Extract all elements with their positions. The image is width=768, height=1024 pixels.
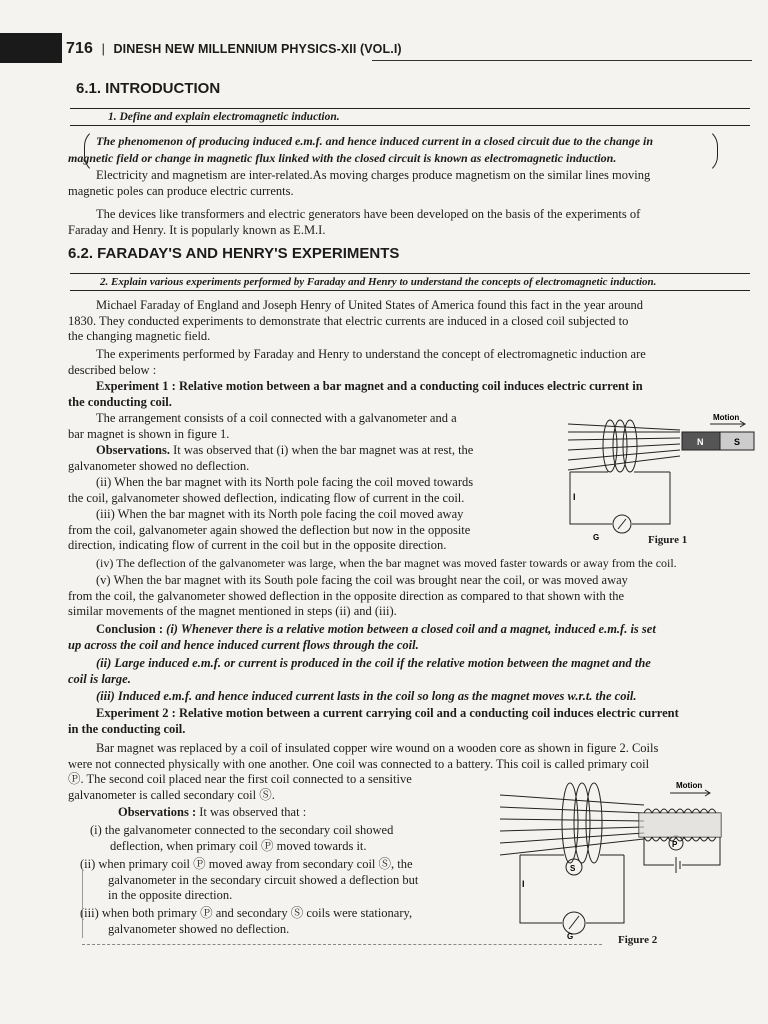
text-line: (ii) when primary coil Ⓟ moved away from secondary coil Ⓢ, the xyxy=(80,857,413,871)
margin-rule xyxy=(82,868,83,938)
text-span: It was observed that (i) when the bar magnet was at rest, the xyxy=(169,443,474,457)
text-line: Bar magnet was replaced by a coil of insulated copper wire wound on a wooden core as shown in figure 2. Coils xyxy=(96,741,659,755)
running-header xyxy=(66,40,402,58)
text-line: Electricity and magnetism are inter-related.As moving charges produce magnetism on the similar lines moving xyxy=(96,168,651,182)
header-rule xyxy=(372,60,752,61)
text-line: The experiments performed by Faraday and Henry to understand the concept of electromagnetic induction are xyxy=(96,347,646,361)
field-line xyxy=(568,438,680,440)
figure-1-diagram xyxy=(560,410,760,550)
field-line xyxy=(568,444,680,450)
text-line: coil is large. xyxy=(68,671,131,686)
field-line xyxy=(500,795,644,805)
text-line: up across the coil and hence induced current flows through the coil. xyxy=(68,637,419,652)
definition-line: magnetic field or change in magnetic flux linked with the closed circuit is known as electromagnetic induction. xyxy=(68,151,617,165)
binding-bar xyxy=(0,33,62,63)
experiment-1-observation-2 xyxy=(68,475,548,506)
text-line: (iii) When the bar magnet with its North pole facing the coil moved away xyxy=(96,507,464,521)
text-line: the coil, galvanometer showed deflection, indicating flow of current in the coil. xyxy=(68,490,465,505)
text-line: The arrangement consists of a coil connected with a galvanometer and a xyxy=(96,411,457,425)
south-label: S xyxy=(734,437,741,447)
experiment-2-observations xyxy=(90,805,500,821)
field-line xyxy=(500,819,644,821)
field-line xyxy=(500,807,644,813)
north-label: N xyxy=(697,437,704,447)
experiment-2-observation-2 xyxy=(80,857,500,904)
circuit-wire xyxy=(520,855,562,923)
secondary-label: S xyxy=(570,864,576,873)
galvanometer-label: G xyxy=(593,533,600,542)
section-title-faraday-henry: 6.2. FARADAY'S AND HENRY'S EXPERIMENTS xyxy=(68,245,400,262)
text-line: the conducting coil. xyxy=(68,394,172,409)
circuit-wire xyxy=(570,472,612,524)
text-line: Faraday and Henry. It is popularly known as E.M.I. xyxy=(68,222,326,237)
paragraph-inter-related xyxy=(68,168,758,199)
text-line: from the coil, galvanometer again showed the deflection but now in the opposite xyxy=(68,522,471,537)
text-line: from the coil, the galvanometer showed deflection in the opposite direction as compared to that shown with the xyxy=(68,588,625,603)
experiment-2-observation-1 xyxy=(90,823,500,854)
experiment-1-observation-5 xyxy=(68,573,758,620)
figure-1-caption: Figure 1 xyxy=(648,534,688,546)
experiment-1-observation-1 xyxy=(68,443,548,474)
bottom-rule xyxy=(82,944,602,945)
text-line: (iv) The deflection of the galvanometer was large, when the bar magnet was moved faster towards or away from the coil. xyxy=(96,556,677,570)
secondary-coil-loop xyxy=(574,783,590,863)
paragraph-devices xyxy=(68,207,758,238)
text-line: (v) When the bar magnet with its South pole facing the coil was brought near the coil, or was moved away xyxy=(96,573,628,587)
experiment-2-observation-3 xyxy=(80,906,500,937)
figure-2-diagram xyxy=(494,775,760,945)
galvanometer-label: G xyxy=(567,932,574,941)
text-line xyxy=(90,805,500,821)
text-line: The devices like transformers and electric generators have been developed on the basis of the experiments of xyxy=(96,207,641,221)
definition-line: The phenomenon of producing induced e.m.f. and hence induced current in a closed circuit due to the change in xyxy=(96,134,654,148)
paragraph-history xyxy=(68,298,758,345)
paragraph-experiments-intro xyxy=(68,347,758,378)
text-span: It was observed that : xyxy=(196,805,307,819)
header-separator: | xyxy=(101,42,105,56)
text-line: Michael Faraday of England and Joseph Henry of United States of America found this fact in the year around xyxy=(96,298,644,312)
circuit-wire xyxy=(586,855,624,923)
current-label: I xyxy=(573,492,576,502)
observations-label: Observations : xyxy=(118,805,197,819)
experiment-1-arrangement xyxy=(68,411,548,442)
text-line: magnetic poles can produce electric currents. xyxy=(68,183,294,198)
text-line: Ⓟ. The second coil placed near the first coil connected to a sensitive xyxy=(68,772,412,786)
text-line: the changing magnetic field. xyxy=(68,329,211,343)
motion-label: Motion xyxy=(713,413,740,422)
text-line: Experiment 2 : Relative motion between a current carrying coil and a conducting coil induces electric current xyxy=(96,706,679,720)
text-line: in the opposite direction. xyxy=(108,888,233,902)
experiment-2-heading xyxy=(68,706,758,737)
text-line: galvanometer in the secondary circuit showed a deflection but xyxy=(108,872,419,887)
primary-coil-winding xyxy=(644,809,716,813)
conclusion-2 xyxy=(68,656,758,687)
circuit-wire xyxy=(632,472,670,524)
figure-2-caption: Figure 2 xyxy=(618,934,658,946)
section-title-introduction: 6.1. INTRODUCTION xyxy=(76,80,221,97)
text-span: (i) Whenever there is a relative motion between a closed coil and a magnet, induced e.m.f. is set xyxy=(163,622,656,636)
definition-emi xyxy=(68,133,758,167)
text-line: Experiment 1 : Relative motion between a bar magnet and a conducting coil induces electric current in xyxy=(96,379,643,393)
conclusion-1 xyxy=(68,622,758,653)
text-line: bar magnet is shown in figure 1. xyxy=(68,426,230,441)
text-line: similar movements of the magnet mentioned in steps (ii) and (iii). xyxy=(68,604,397,618)
galvanometer-needle xyxy=(618,519,626,529)
field-line xyxy=(500,827,644,831)
text-line: were not connected physically with one another. One coil was connected to a battery. This coil is called primary coil xyxy=(68,756,650,771)
question-1: 1. Define and explain electromagnetic induction. xyxy=(70,108,750,126)
experiment-1-observation-4 xyxy=(68,556,758,572)
secondary-coil-loop xyxy=(562,783,578,863)
primary-label: P xyxy=(672,840,678,849)
conclusion-3 xyxy=(68,689,758,705)
current-label: I xyxy=(522,879,525,889)
text-line: (iii) when both primary Ⓟ and secondary Ⓢ coils were stationary, xyxy=(80,906,413,920)
experiment-1-heading xyxy=(68,379,758,410)
text-line: galvanometer showed no deflection. xyxy=(68,458,250,473)
galvanometer-needle xyxy=(569,916,579,929)
text-line: galvanometer showed no deflection. xyxy=(108,921,290,936)
text-line: deflection, when primary coil Ⓟ moved towards it. xyxy=(110,838,367,853)
text-line: (iii) Induced e.m.f. and hence induced current lasts in the coil so long as the magnet moves w.r.t. the coil. xyxy=(96,689,637,703)
text-line: (i) the galvanometer connected to the secondary coil showed xyxy=(90,823,394,837)
motion-label: Motion xyxy=(676,781,703,790)
question-2: 2. Explain various experiments performed by Faraday and Henry to understand the concepts of electromagnetic induction. xyxy=(70,273,750,291)
conclusion-label: Conclusion : xyxy=(96,622,164,636)
text-line: 1830. They conducted experiments to demonstrate that electric currents are induced in a closed coil subjected to xyxy=(68,313,629,328)
page-number: 716 xyxy=(66,40,93,57)
secondary-coil-loop xyxy=(586,783,602,863)
text-line xyxy=(68,622,758,638)
text-line: (ii) Large induced e.m.f. or current is produced in the coil if the relative motion between the magnet and the xyxy=(96,656,651,670)
book-title: DINESH NEW MILLENNIUM PHYSICS-XII (VOL.I) xyxy=(113,42,402,56)
primary-coil-core xyxy=(639,813,721,837)
text-line: in the conducting coil. xyxy=(68,721,186,736)
observations-label: Observations. xyxy=(96,443,170,457)
text-line: galvanometer is called secondary coil Ⓢ. xyxy=(68,787,275,802)
text-line: (ii) When the bar magnet with its North pole facing the coil moved towards xyxy=(96,475,474,489)
text-line: direction, indicating flow of current in the coil but in the opposite direction. xyxy=(68,538,447,552)
text-line xyxy=(68,443,548,459)
text-line: described below : xyxy=(68,362,157,377)
experiment-1-observation-3 xyxy=(68,507,548,554)
